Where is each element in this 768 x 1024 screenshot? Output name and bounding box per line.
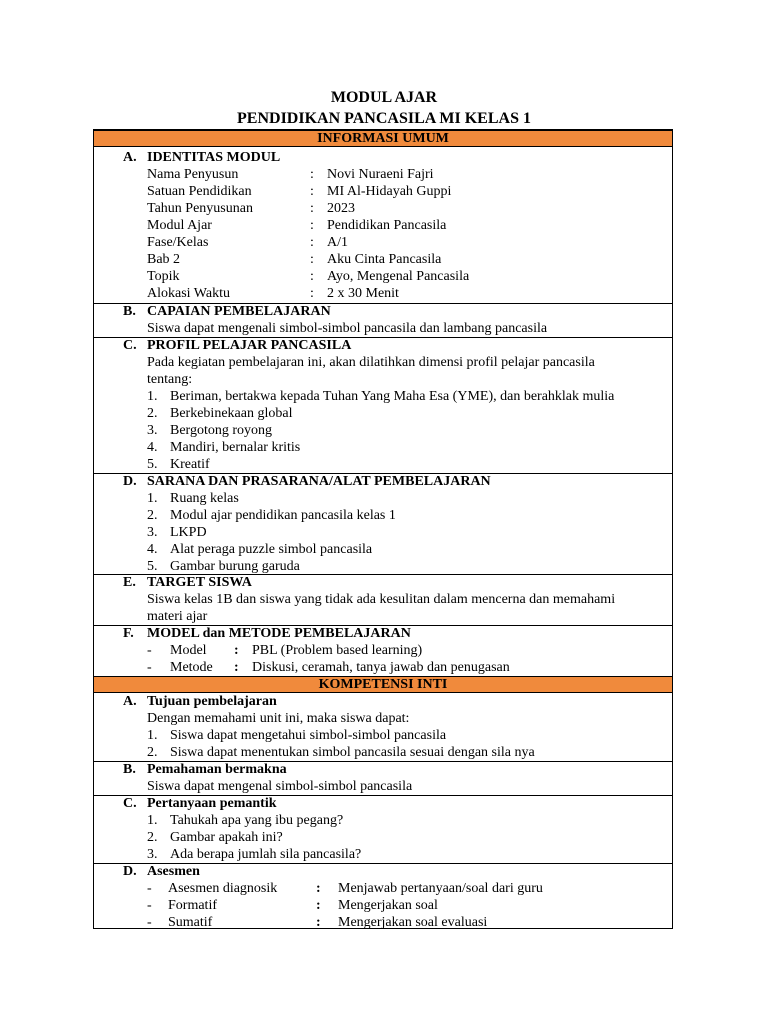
section-letter: A. — [123, 150, 137, 165]
section-heading: Tujuan pembelajaran — [147, 694, 277, 709]
field-colon: : — [310, 252, 314, 267]
section-header: INFORMASI UMUM — [93, 130, 673, 147]
section-text: Dengan memahami unit ini, maka siswa dapat: — [147, 711, 410, 726]
section-letter: C. — [123, 796, 137, 811]
section-text: Siswa dapat mengenal simbol-simbol pancasila — [147, 779, 413, 794]
list-item: Gambar apakah ini? — [170, 830, 283, 845]
list-item: Bergotong royong — [170, 423, 273, 438]
field-value: Pendidikan Pancasila — [327, 218, 447, 233]
field-label: Modul Ajar — [147, 218, 212, 233]
field-value: 2 x 30 Menit — [327, 286, 399, 301]
section-header: KOMPETENSI INTI — [93, 676, 673, 693]
field-label: Topik — [147, 269, 180, 284]
field-value: 2023 — [327, 201, 355, 216]
list-item: Alat peraga puzzle simbol pancasila — [170, 542, 373, 557]
list-number: 1. — [147, 728, 158, 743]
section-heading: MODEL dan METODE PEMBELAJARAN — [147, 626, 411, 641]
list-number: 3. — [147, 525, 158, 540]
section-letter: B. — [123, 762, 136, 777]
field-value: MI Al-Hidayah Guppi — [327, 184, 452, 199]
list-number: 3. — [147, 847, 158, 862]
list-number: 1. — [147, 389, 158, 404]
list-item: LKPD — [170, 525, 207, 540]
field-label: Alokasi Waktu — [147, 286, 230, 301]
dash-value: Mengerjakan soal — [338, 898, 438, 913]
list-item: Gambar burung garuda — [170, 559, 300, 574]
field-colon: : — [310, 235, 314, 250]
dash-label: Model — [170, 643, 207, 658]
section-text: materi ajar — [147, 609, 208, 624]
section-text: tentang: — [147, 372, 193, 387]
field-value: Novi Nuraeni Fajri — [327, 167, 434, 182]
list-item: Kreatif — [170, 457, 210, 472]
list-number: 2. — [147, 406, 158, 421]
list-item: Beriman, bertakwa kepada Tuhan Yang Maha Esa (YME), dan berahklak mulia — [170, 389, 615, 404]
section-heading: Pemahaman bermakna — [147, 762, 287, 777]
section-heading: IDENTITAS MODUL — [147, 150, 281, 165]
dash-colon: : — [316, 915, 321, 930]
dash-colon: : — [234, 660, 239, 675]
dash-value: PBL (Problem based learning) — [252, 643, 423, 658]
field-label: Bab 2 — [147, 252, 181, 267]
dash-colon: : — [234, 643, 239, 658]
list-number: 5. — [147, 559, 158, 574]
document-title: MODUL AJAR — [330, 89, 438, 106]
list-item: Siswa dapat menentukan simbol pancasila sesuai dengan sila nya — [170, 745, 535, 760]
dash-value: Mengerjakan soal evaluasi — [338, 915, 488, 930]
field-value: A/1 — [327, 235, 348, 250]
dash-colon: : — [316, 898, 321, 913]
section-letter: E. — [123, 575, 136, 590]
field-label: Nama Penyusun — [147, 167, 239, 182]
list-item: Siswa dapat mengetahui simbol-simbol pancasila — [170, 728, 447, 743]
field-label: Tahun Penyusunan — [147, 201, 253, 216]
field-colon: : — [310, 184, 314, 199]
field-value: Aku Cinta Pancasila — [327, 252, 442, 267]
field-colon: : — [310, 201, 314, 216]
section-text: Pada kegiatan pembelajaran ini, akan dilatihkan dimensi profil pelajar pancasila — [147, 355, 595, 370]
section-heading: TARGET SISWA — [147, 575, 252, 590]
field-colon: : — [310, 269, 314, 284]
field-colon: : — [310, 218, 314, 233]
dash-colon: : — [316, 881, 321, 896]
list-item: Tahukah apa yang ibu pegang? — [170, 813, 344, 828]
section-heading: Asesmen — [147, 864, 200, 879]
dash-bullet: - — [147, 898, 152, 913]
dash-bullet: - — [147, 881, 152, 896]
dash-bullet: - — [147, 643, 152, 658]
list-number: 2. — [147, 508, 158, 523]
section-letter: B. — [123, 304, 136, 319]
list-number: 2. — [147, 745, 158, 760]
section-letter: C. — [123, 338, 137, 353]
section-text: Siswa dapat mengenali simbol-simbol pancasila dan lambang pancasila — [147, 321, 548, 336]
list-number: 2. — [147, 830, 158, 845]
list-number: 3. — [147, 423, 158, 438]
list-item: Mandiri, bernalar kritis — [170, 440, 301, 455]
list-item: Modul ajar pendidikan pancasila kelas 1 — [170, 508, 396, 523]
section-letter: D. — [123, 864, 137, 879]
list-number: 1. — [147, 813, 158, 828]
field-colon: : — [310, 167, 314, 182]
section-letter: D. — [123, 474, 137, 489]
section-heading: PROFIL PELAJAR PANCASILA — [147, 338, 352, 353]
dash-label: Sumatif — [168, 915, 213, 930]
field-value: Ayo, Mengenal Pancasila — [327, 269, 470, 284]
dash-value: Diskusi, ceramah, tanya jawab dan penugasan — [252, 660, 510, 675]
field-label: Satuan Pendidikan — [147, 184, 252, 199]
dash-bullet: - — [147, 915, 152, 930]
dash-label: Formatif — [168, 898, 217, 913]
list-item: Berkebinekaan global — [170, 406, 293, 421]
field-label: Fase/Kelas — [147, 235, 209, 250]
list-item: Ruang kelas — [170, 491, 239, 506]
dash-bullet: - — [147, 660, 152, 675]
list-item: Ada berapa jumlah sila pancasila? — [170, 847, 362, 862]
field-colon: : — [310, 286, 314, 301]
section-heading: Pertanyaan pemantik — [147, 796, 277, 811]
dash-label: Metode — [170, 660, 213, 675]
section-heading: CAPAIAN PEMBELAJARAN — [147, 304, 331, 319]
section-letter: F. — [123, 626, 134, 641]
list-number: 1. — [147, 491, 158, 506]
list-number: 5. — [147, 457, 158, 472]
section-text: Siswa kelas 1B dan siswa yang tidak ada kesulitan dalam mencerna dan memahami — [147, 592, 616, 607]
section-letter: A. — [123, 694, 137, 709]
list-number: 4. — [147, 542, 158, 557]
dash-value: Menjawab pertanyaan/soal dari guru — [338, 881, 543, 896]
section-heading: SARANA DAN PRASARANA/ALAT PEMBELAJARAN — [147, 474, 491, 489]
document-subtitle: PENDIDIKAN PANCASILA MI KELAS 1 — [237, 110, 531, 127]
dash-label: Asesmen diagnosik — [168, 881, 278, 896]
list-number: 4. — [147, 440, 158, 455]
